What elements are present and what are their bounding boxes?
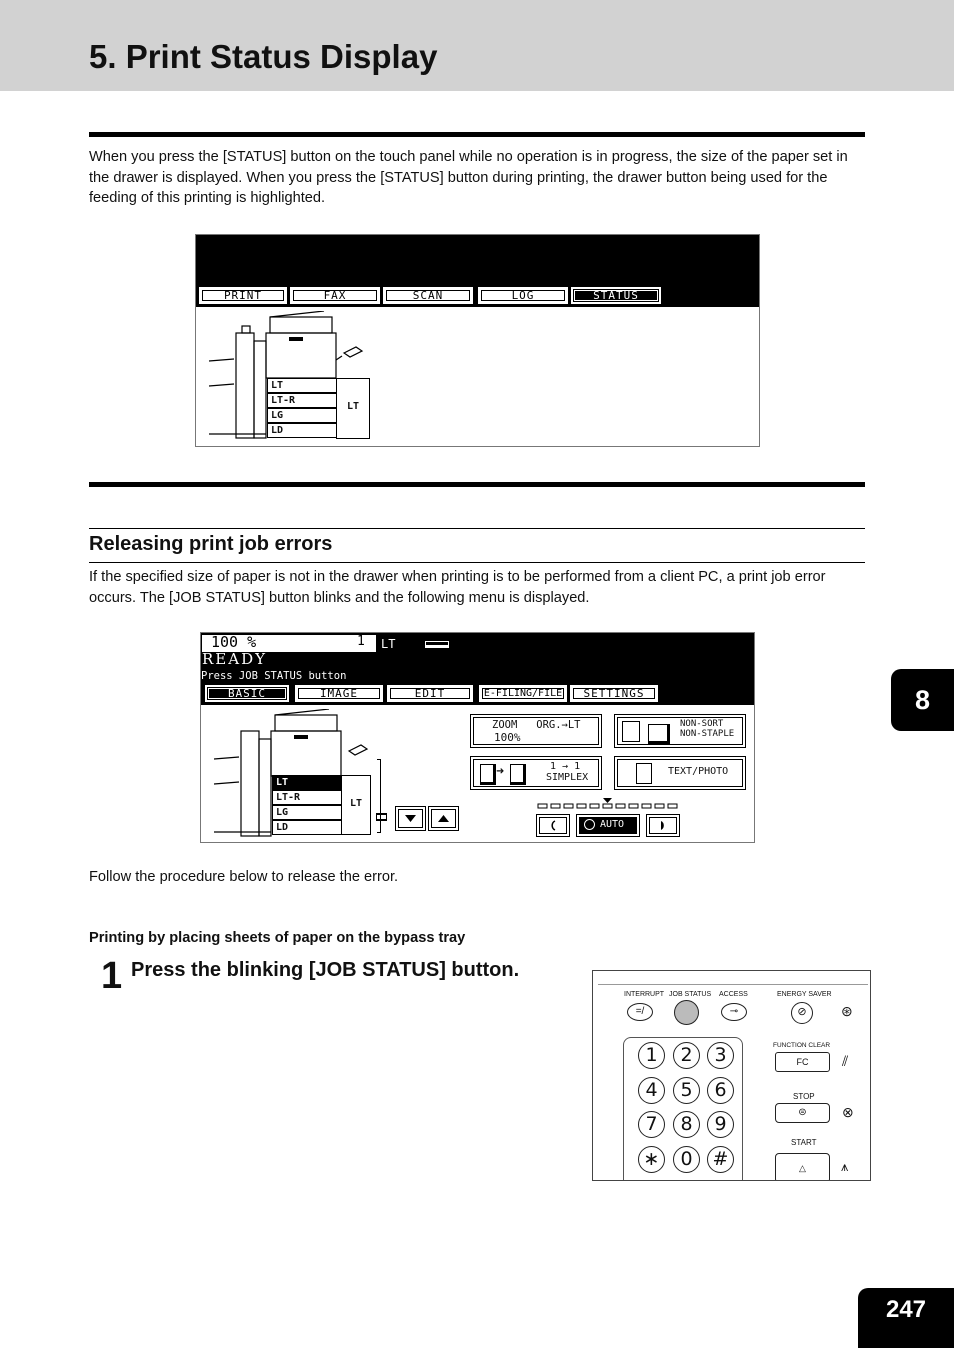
image-mode-button[interactable]: TEXT/PHOTO <box>617 759 743 787</box>
bypass-tray-indicator[interactable]: LT <box>336 378 370 439</box>
copy-icon <box>510 764 526 785</box>
staple-icon <box>648 724 670 744</box>
tab-image[interactable]: IMAGE <box>295 685 383 702</box>
sort-staple-button[interactable]: NON-SORT NON-STAPLE <box>617 717 743 745</box>
bypass-tray-indicator[interactable]: LT <box>341 775 371 835</box>
step-instruction: Press the blinking [JOB STATUS] button. <box>131 959 520 981</box>
interrupt-label: INTERRUPT <box>624 991 665 998</box>
start-button[interactable] <box>775 1153 830 1181</box>
machine-status: READY <box>202 650 268 668</box>
energy-saver-label: ENERGY SAVER <box>777 991 832 998</box>
scroll-up-button[interactable] <box>431 809 456 828</box>
stop-indicator-icon: ⊗ <box>842 1104 854 1120</box>
stop-button[interactable] <box>775 1103 830 1123</box>
header-band <box>0 0 954 91</box>
access-label: ACCESS <box>719 991 748 998</box>
tab-print[interactable]: PRINT <box>199 287 287 304</box>
procedure-subheading: Printing by placing sheets of paper on the bypass tray <box>89 930 466 946</box>
tray-3[interactable]: LG <box>267 408 337 423</box>
duplex-button[interactable]: ➜ 1 → 1 SIMPLEX <box>473 759 599 787</box>
page-title: 5. Print Status Display <box>89 38 438 75</box>
start-label: START <box>791 1138 817 1147</box>
intro-paragraph: When you press the [STATUS] button on the touch panel while no operation is in progress, the size of the paper set in the drawer is displayed. When you press the [STATUS] button during printing, the drawer button being used for the feeding of this printing is highlighted. <box>89 149 848 206</box>
density-lighter-button[interactable] <box>539 817 567 834</box>
follow-text: Follow the procedure below to release the error. <box>89 869 399 885</box>
paper-size: LT <box>381 637 396 651</box>
tab-fax[interactable]: FAX <box>290 287 380 304</box>
density-scale <box>537 797 679 811</box>
tab-settings[interactable]: SETTINGS <box>570 685 658 702</box>
tab-edit[interactable]: EDIT <box>387 685 473 702</box>
zoom-display: 100 % <box>211 633 257 651</box>
tray-2[interactable]: LT-R <box>267 393 337 408</box>
step-number: 1 <box>101 955 123 997</box>
key-5[interactable]: 5 <box>673 1077 700 1104</box>
key-icon: ⊸ <box>729 1006 739 1017</box>
page-number: 247 <box>858 1288 954 1348</box>
start-icon: △ <box>799 1163 806 1173</box>
section-rule <box>89 482 865 487</box>
interrupt-button[interactable]: =/ <box>627 1003 653 1021</box>
key-9[interactable]: 9 <box>707 1111 734 1138</box>
density-darker-button[interactable] <box>649 817 677 834</box>
tray-1-selected[interactable]: LT <box>272 775 342 790</box>
key-asterisk[interactable]: ∗ <box>638 1146 665 1173</box>
tray-4[interactable]: LD <box>267 423 337 438</box>
function-clear-label: FUNCTION CLEAR <box>773 1042 831 1049</box>
copies-count: 1 <box>357 634 365 649</box>
key-7[interactable]: 7 <box>638 1111 665 1138</box>
key-2[interactable]: 2 <box>673 1042 700 1069</box>
auto-icon <box>584 819 595 830</box>
bypass-bracket <box>377 759 381 833</box>
arrow-icon: ➜ <box>496 766 505 777</box>
scroll-down-button[interactable] <box>398 809 423 828</box>
key-4[interactable]: 4 <box>638 1077 665 1104</box>
section-description: If the specified size of paper is not in the drawer when printing is to be performed from a client PC, a print job error occurs. The [JOB STATUS] button blinks and the following menu is displayed. <box>89 569 826 606</box>
zoom-button[interactable]: ZOOM ORG.→LT 100% <box>473 717 599 745</box>
stop-label: STOP <box>793 1092 815 1101</box>
tray-2[interactable]: LT-R <box>272 790 342 805</box>
tab-log[interactable]: LOG <box>478 287 568 304</box>
ready-touch-panel <box>200 632 755 843</box>
job-status-button[interactable] <box>674 1000 699 1025</box>
density-auto-button[interactable]: AUTO <box>579 817 637 834</box>
heading-rule-bottom <box>89 562 865 563</box>
key-hash[interactable]: # <box>707 1146 734 1173</box>
chapter-tab: 8 <box>891 669 954 731</box>
job-status-label: JOB STATUS <box>669 991 712 998</box>
energy-saver-indicator-icon: ⊛ <box>841 1003 853 1019</box>
status-touch-panel <box>195 234 760 447</box>
status-message: Press JOB STATUS button <box>201 670 347 682</box>
tab-e-filing[interactable]: E-FILING/FILE <box>479 685 567 702</box>
key-0[interactable]: 0 <box>673 1146 700 1173</box>
key-6[interactable]: 6 <box>707 1077 734 1104</box>
energy-saver-button[interactable]: ⊘ <box>791 1002 813 1024</box>
key-8[interactable]: 8 <box>673 1111 700 1138</box>
tab-scan[interactable]: SCAN <box>383 287 473 304</box>
tab-status[interactable]: STATUS <box>571 287 661 304</box>
tray-3[interactable]: LG <box>272 805 342 820</box>
tab-basic[interactable]: BASIC <box>205 685 289 702</box>
function-clear-button[interactable]: FC <box>775 1052 830 1072</box>
key-3[interactable]: 3 <box>707 1042 734 1069</box>
paper-stack-icon <box>376 813 387 821</box>
control-panel-illustration <box>592 970 871 1181</box>
access-button[interactable] <box>721 1003 747 1021</box>
stop-icon: ⊜ <box>798 1107 807 1118</box>
original-icon <box>480 764 496 785</box>
sort-icon <box>622 721 640 742</box>
clear-icon: ⫽ <box>842 1053 849 1069</box>
document-icon <box>636 763 652 784</box>
tray-icon <box>425 641 449 648</box>
key-1[interactable]: 1 <box>638 1042 665 1069</box>
start-indicator-icon: ⩚ <box>841 1159 849 1174</box>
tray-4[interactable]: LD <box>272 820 342 835</box>
panel-edge <box>598 984 868 985</box>
section-heading: Releasing print job errors <box>89 533 333 555</box>
heading-rule-top <box>89 528 865 529</box>
tray-1[interactable]: LT <box>267 378 337 393</box>
section-rule <box>89 132 865 137</box>
